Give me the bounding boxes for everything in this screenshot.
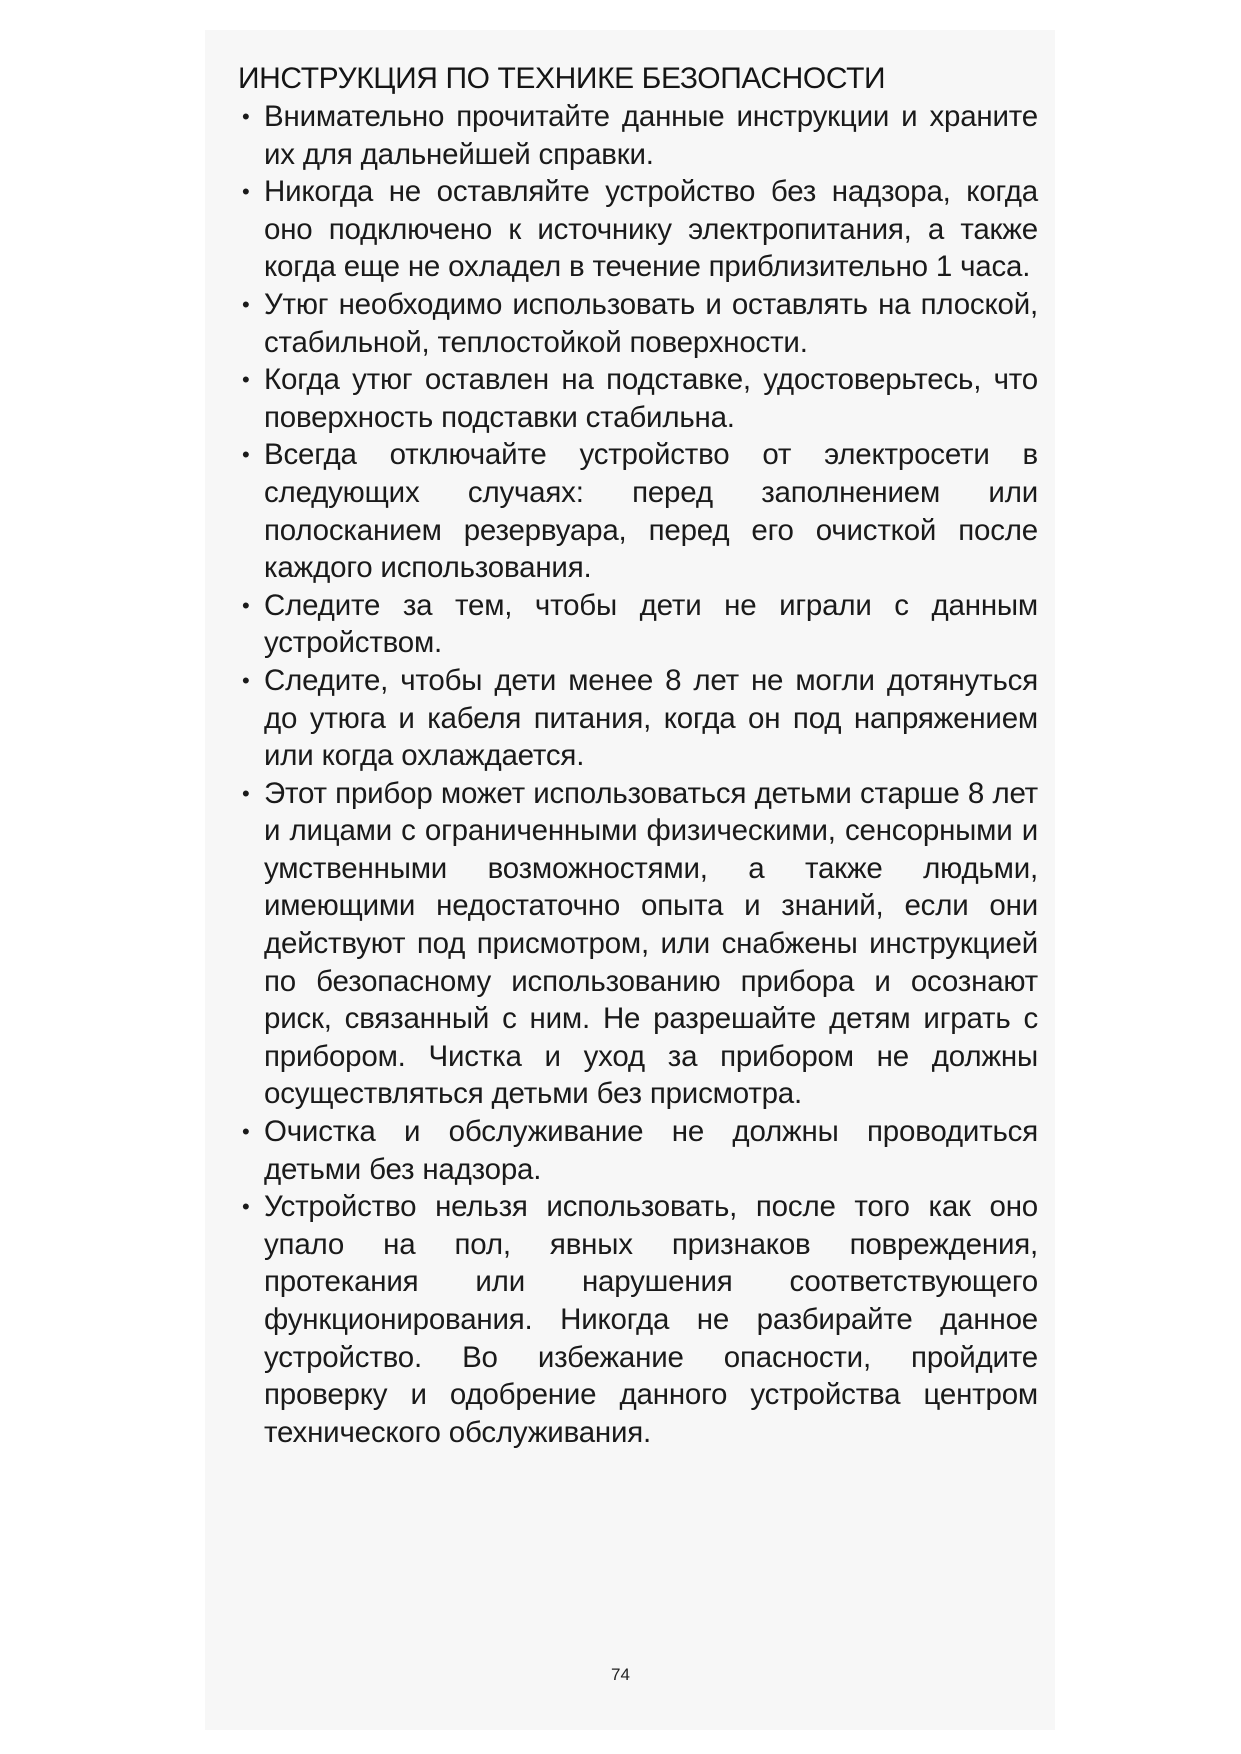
bullet-icon: • <box>242 592 250 618</box>
list-item <box>238 286 1038 361</box>
list-item <box>238 436 1038 586</box>
bullet-icon: • <box>242 1194 250 1220</box>
list-item-text: Утюг необходимо использовать и оставлять на плоской, стабильной, теплостойкой поверхности. <box>264 287 1038 359</box>
list-item <box>238 98 1038 173</box>
list-item-text: Когда утюг оставлен на подставке, удостоверьтесь, что поверхность подставки стабильна. <box>264 363 1038 434</box>
list-item <box>238 775 1038 1113</box>
list-item-text: Этот прибор может использоваться детьми старше 8 лет и лицами с ограниченными физическими, сенсорными и умственными возможностями, а также людьми, имеющими недостаточно опыта и знаний, если они действуют под присмотром, или снабжены инструкцией по безопасному использованию прибора и осознают риск, связанный с ним. Не разрешайте детям играть с прибором. Чистка и уход за прибором не должны осуществляться детьми без присмотра. <box>264 776 1038 1111</box>
section-heading: ИНСТРУКЦИЯ ПО ТЕХНИКЕ БЕЗОПАСНОСТИ <box>238 62 886 95</box>
bullet-icon: • <box>242 780 250 806</box>
bullet-icon: • <box>242 104 250 129</box>
bullet-icon: • <box>242 1119 250 1145</box>
list-item-text: Устройство нельзя использовать, после того как оно упало на пол, явных признаков повреждения, протекания или нарушения соответствующего функционирования. Никогда не разбирайте данное устройство. Во избежание опасности, пройдите проверку и одобрение данного устройства центром технического обслуживания. <box>264 1190 1038 1449</box>
bullet-icon: • <box>242 442 250 468</box>
bullet-icon: • <box>242 667 250 693</box>
list-item-text: Следите, чтобы дети менее 8 лет не могли дотянуться до утюга и кабеля питания, когда он под напряжением или когда охлаждается. <box>264 663 1038 773</box>
bullet-icon: • <box>242 291 250 317</box>
list-item <box>238 662 1038 775</box>
list-item-text: Внимательно прочитайте данные инструкции и храните их для дальнейшей справки. <box>264 100 1038 171</box>
list-item-text: Следите за тем, чтобы дети не играли с данным устройством. <box>264 588 1038 660</box>
list-item <box>238 587 1038 662</box>
bullet-icon: • <box>242 367 250 393</box>
list-item-text: Очистка и обслуживание не должны проводиться детьми без надзора. <box>264 1115 1038 1186</box>
bullet-icon: • <box>242 179 250 205</box>
list-item-text: Никогда не оставляйте устройство без надзора, когда оно подключено к источнику электропитания, а также когда еще не охладел в течение приблизительно 1 часа. <box>264 175 1038 284</box>
instructions-list <box>238 98 1038 1451</box>
list-item-text: Всегда отключайте устройство от электросети в следующих случаях: перед заполнением или полосканием резервуара, перед его очисткой после каждого использования. <box>264 438 1038 585</box>
list-item <box>238 1188 1038 1451</box>
page-number: 74 <box>611 1665 630 1684</box>
safety-instructions-section <box>238 60 1038 1451</box>
list-item <box>238 1113 1038 1188</box>
list-item <box>238 173 1038 286</box>
list-item <box>238 361 1038 436</box>
